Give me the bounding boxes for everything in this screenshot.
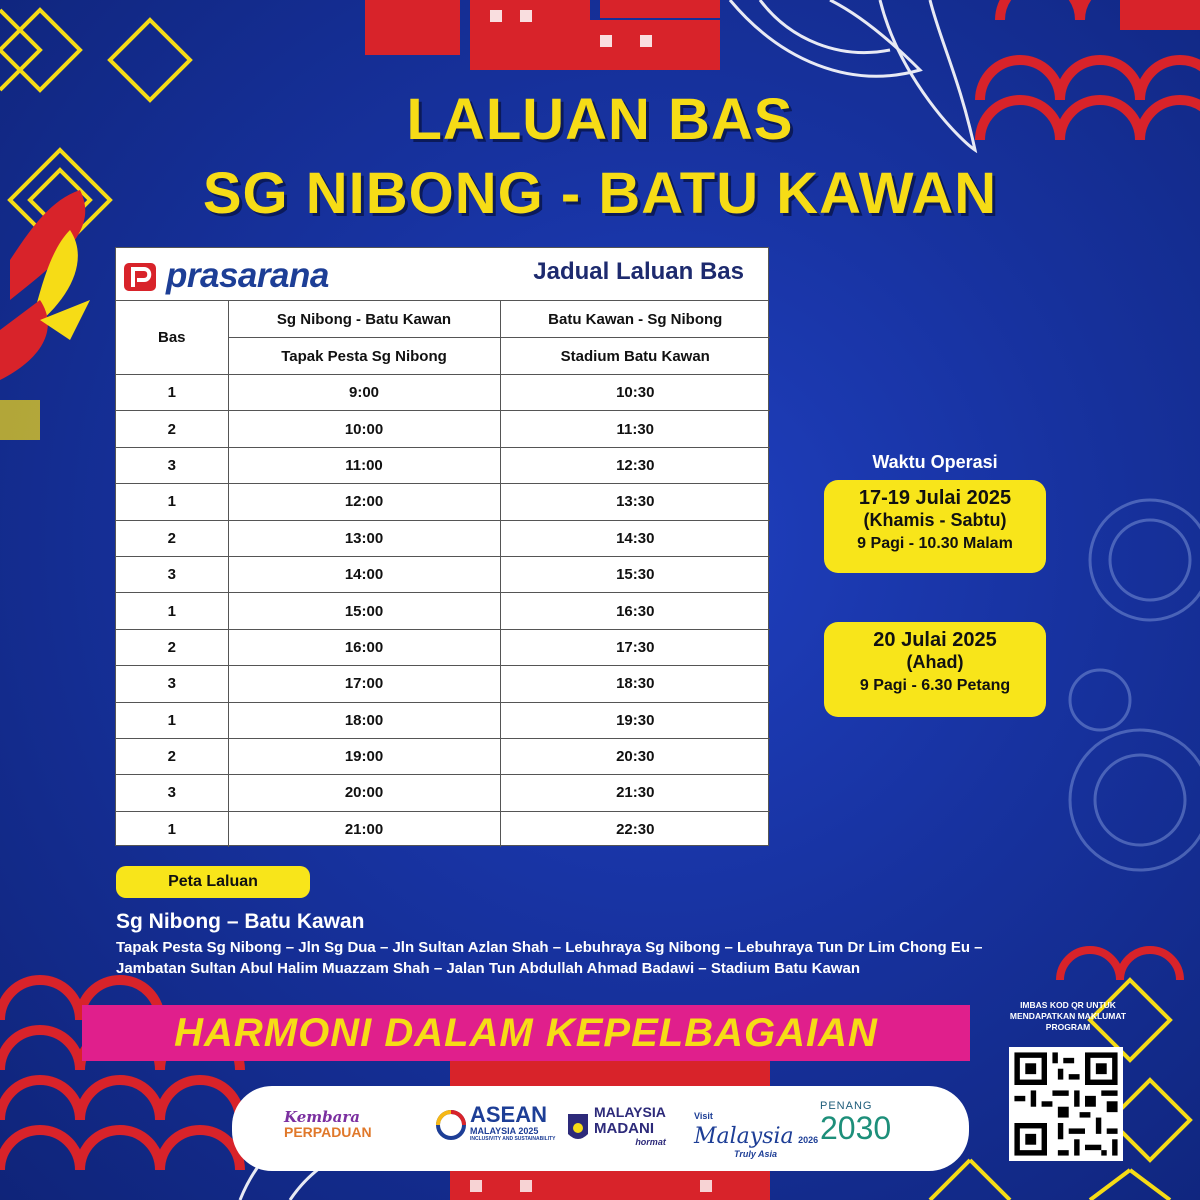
title-line2: SG NIBONG - BATU KAWAN	[202, 161, 998, 226]
operations-label: Waktu Operasi	[872, 452, 998, 472]
schedule-table	[116, 301, 770, 847]
schedule-title: Jadual Laluan Bas	[533, 258, 744, 285]
depart1-cell: 17:00	[228, 666, 500, 702]
table-row	[116, 593, 770, 629]
depart1-cell: 19:00	[228, 738, 500, 774]
depart2-cell: 14:30	[500, 520, 770, 556]
prasarana-wordmark: prasarana	[166, 256, 329, 295]
depart1-cell: 11:00	[228, 447, 500, 483]
depart1-cell: 13:00	[228, 520, 500, 556]
period-days: (Ahad)	[906, 652, 964, 672]
operations-period-1	[824, 480, 1046, 573]
depart2-cell: 16:30	[500, 593, 770, 629]
table-row	[116, 702, 770, 738]
depart1-cell: 10:00	[228, 411, 500, 447]
schedule-card	[115, 247, 769, 846]
prasarana-logo	[124, 256, 329, 296]
header-route2: Batu Kawan - Sg Nibong	[500, 301, 770, 338]
route-description	[116, 937, 1166, 979]
depart2-cell: 22:30	[500, 811, 770, 847]
depart1-cell: 15:00	[228, 593, 500, 629]
prasarana-icon	[124, 259, 160, 293]
madani-icon	[566, 1106, 590, 1144]
header-route1: Sg Nibong - Batu Kawan	[228, 301, 500, 338]
route-line-1: Tapak Pesta Sg Nibong – Jln Sg Dua – Jln Sultan Azlan Shah – Lebuhraya Sg Nibong – Lebuhraya Tun Dr Lim Chong Eu –	[116, 939, 983, 956]
depart1-cell: 18:00	[228, 702, 500, 738]
schedule-body	[116, 375, 770, 848]
depart2-cell: 12:30	[500, 447, 770, 483]
bus-cell: 3	[116, 666, 228, 702]
malaysia-madani-logo: MALAYSIA MADANI hormat	[566, 1104, 666, 1147]
table-row	[116, 629, 770, 665]
bus-cell: 2	[116, 411, 228, 447]
bus-cell: 1	[116, 702, 228, 738]
bus-cell: 3	[116, 775, 228, 811]
penang-2030-logo: PENANG 2030	[820, 1100, 892, 1146]
period-days: (Khamis - Sabtu)	[863, 510, 1007, 530]
bus-cell: 1	[116, 593, 228, 629]
visit-malaysia-logo: Visit Malaysia 2026 Truly Asia	[694, 1111, 819, 1159]
partner-logos-bar	[232, 1086, 969, 1171]
depart2-cell: 15:30	[500, 556, 770, 592]
table-row	[116, 375, 770, 411]
slogan-banner: HARMONI DALAM KEPELBAGAIAN	[82, 1005, 970, 1061]
schedule-header	[116, 248, 768, 301]
qr-note: IMBAS KOD QR UNTUK MENDAPATKAN MAKLUMAT PROGRAM	[1009, 1000, 1127, 1032]
bus-cell: 2	[116, 738, 228, 774]
depart2-cell: 17:30	[500, 629, 770, 665]
asean-icon	[436, 1110, 466, 1140]
table-row	[116, 556, 770, 592]
depart2-cell: 21:30	[500, 775, 770, 811]
header-bus: Bas	[116, 301, 228, 375]
depart1-cell: 20:00	[228, 775, 500, 811]
table-row	[116, 520, 770, 556]
period-hours: 9 Pagi - 10.30 Malam	[857, 535, 1013, 552]
kembara-perpaduan-logo: Kembara PERPADUAN	[284, 1108, 372, 1140]
asean-malaysia-logo: ASEAN MALAYSIA 2025 INCLUSIVITY AND SUSTAINABILITY	[440, 1104, 555, 1142]
table-row	[116, 411, 770, 447]
header-route1-origin: Tapak Pesta Sg Nibong	[228, 338, 500, 375]
period-hours: 9 Pagi - 6.30 Petang	[859, 677, 1011, 694]
table-row	[116, 447, 770, 483]
route-line-2: Jambatan Sultan Abul Halim Muazzam Shah – Jalan Tun Abdullah Ahmad Badawi – Stadium Batu Kawan	[116, 960, 861, 977]
title-line1: LALUAN BAS	[406, 87, 794, 152]
bus-cell: 2	[116, 520, 228, 556]
depart1-cell: 14:00	[228, 556, 500, 592]
header-route2-origin: Stadium Batu Kawan	[500, 338, 770, 375]
bus-cell: 3	[116, 556, 228, 592]
bus-cell: 2	[116, 629, 228, 665]
route-title: Sg Nibong – Batu Kawan	[116, 910, 365, 933]
bus-cell: 1	[116, 811, 228, 847]
table-row	[116, 811, 770, 847]
operations-period-2	[824, 622, 1046, 717]
depart1-cell: 12:00	[228, 484, 500, 520]
route-map-pill: Peta Laluan	[116, 866, 310, 898]
depart2-cell: 13:30	[500, 484, 770, 520]
depart2-cell: 10:30	[500, 375, 770, 411]
bus-cell: 3	[116, 447, 228, 483]
table-row	[116, 484, 770, 520]
depart2-cell: 19:30	[500, 702, 770, 738]
depart1-cell: 21:00	[228, 811, 500, 847]
qr-code[interactable]	[1009, 1047, 1123, 1161]
depart2-cell: 20:30	[500, 738, 770, 774]
table-row	[116, 775, 770, 811]
depart2-cell: 18:30	[500, 666, 770, 702]
period-date: 17-19 Julai 2025	[858, 487, 1012, 509]
depart2-cell: 11:30	[500, 411, 770, 447]
depart1-cell: 9:00	[228, 375, 500, 411]
table-row	[116, 666, 770, 702]
table-row	[116, 738, 770, 774]
bus-cell: 1	[116, 375, 228, 411]
period-date: 20 Julai 2025	[873, 629, 997, 651]
bus-cell: 1	[116, 484, 228, 520]
depart1-cell: 16:00	[228, 629, 500, 665]
